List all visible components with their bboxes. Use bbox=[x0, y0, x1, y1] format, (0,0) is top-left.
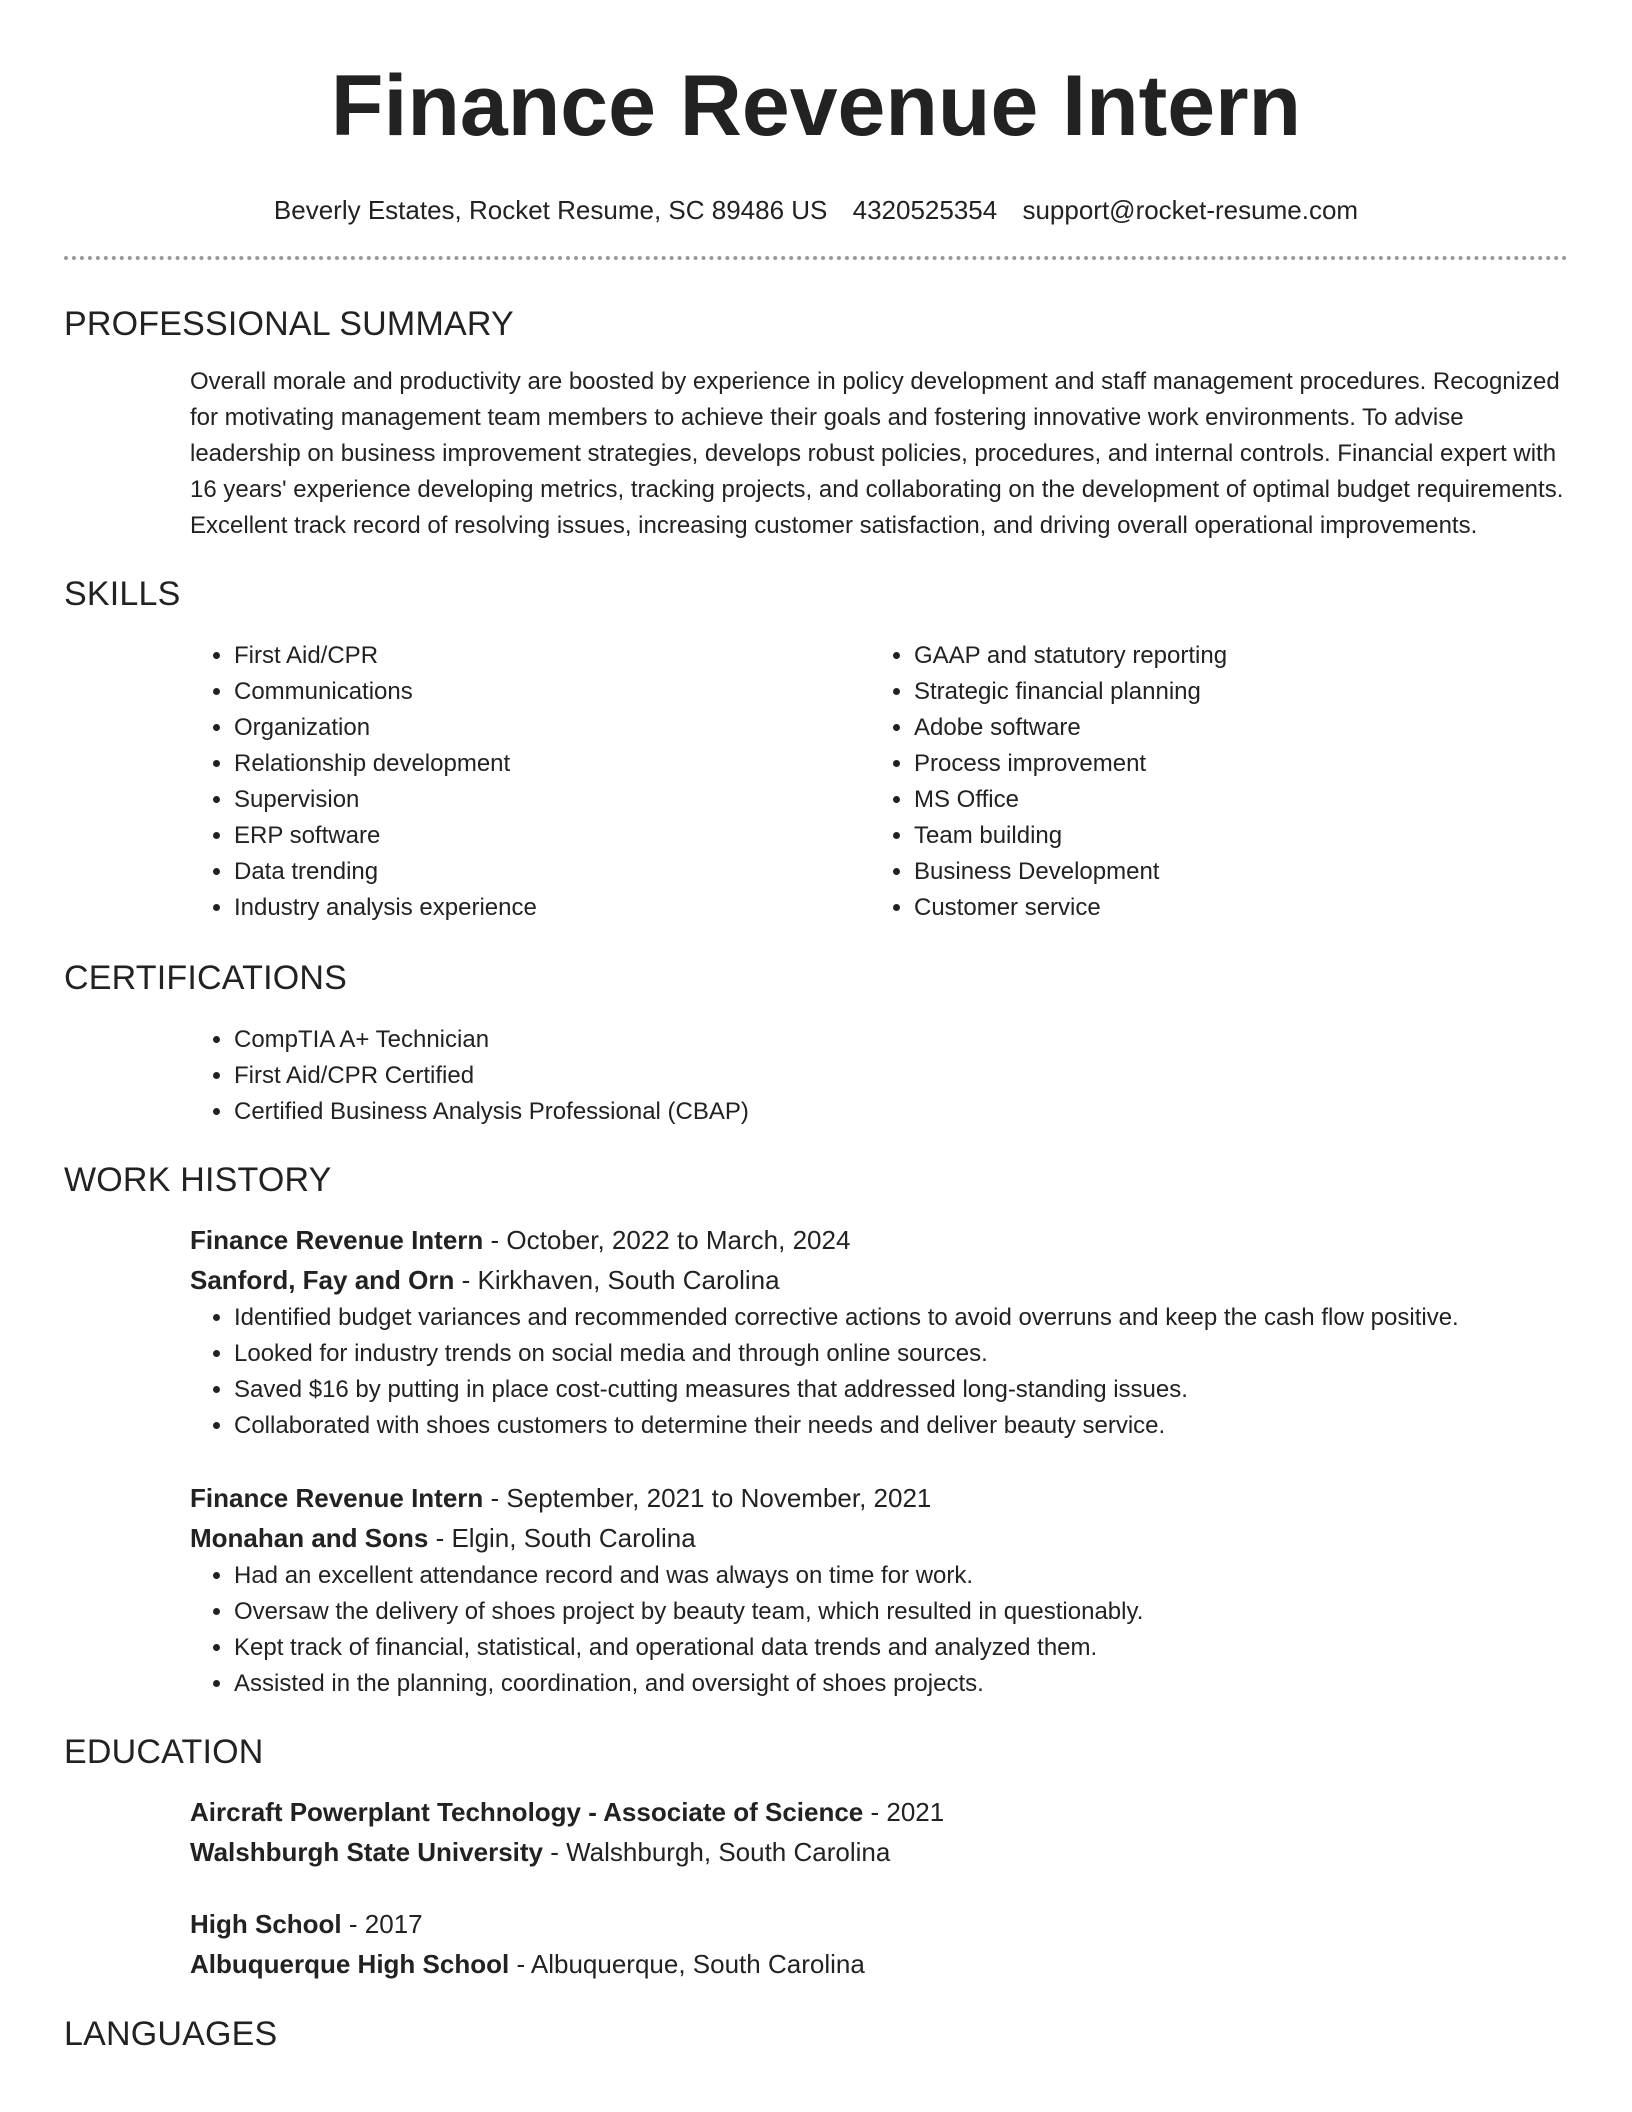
skill-item: • Supervision bbox=[234, 782, 870, 818]
job-duty-item: • Assisted in the planning, coordination, and oversight of shoes projects. bbox=[234, 1666, 1568, 1702]
skills-grid bbox=[190, 638, 1568, 926]
job-title-line bbox=[190, 1220, 1568, 1260]
job-entry bbox=[190, 1220, 1568, 1444]
work-history-heading: WORK HISTORY bbox=[64, 1161, 332, 1199]
education-school-line bbox=[190, 1944, 1568, 1984]
skill-item: • First Aid/CPR bbox=[234, 638, 870, 674]
job-duty-item: • Collaborated with shoes customers to determine their needs and deliver beauty service. bbox=[234, 1408, 1568, 1444]
job-role: Finance Revenue Intern bbox=[190, 1483, 484, 1513]
job-company-line bbox=[190, 1518, 1568, 1558]
education-degree: Aircraft Powerplant Technology - Associate of Science bbox=[190, 1797, 864, 1827]
skill-item: • ERP software bbox=[234, 818, 870, 854]
skills-list-left bbox=[190, 638, 870, 926]
job-entry bbox=[190, 1478, 1568, 1702]
job-duty-item: • Looked for industry trends on social media and through online sources. bbox=[234, 1336, 1568, 1372]
education-school: Walshburgh State University bbox=[190, 1837, 543, 1867]
job-duty-item: • Saved $16 by putting in place cost-cutting measures that addressed long-standing issues. bbox=[234, 1372, 1568, 1408]
job-location: - Kirkhaven, South Carolina bbox=[454, 1265, 780, 1295]
job-duties-list bbox=[190, 1300, 1568, 1444]
skills-column-left bbox=[190, 638, 870, 926]
education-year: - 2021 bbox=[863, 1797, 945, 1827]
skill-item: • MS Office bbox=[914, 782, 1550, 818]
education-school-line bbox=[190, 1832, 1568, 1872]
skill-item: • Customer service bbox=[914, 890, 1550, 926]
job-role: Finance Revenue Intern bbox=[190, 1225, 484, 1255]
summary-text: Overall morale and productivity are boosted by experience in policy development and staff management procedures. Recognized for motivating management team members to achieve their goals and fostering innovative work environments. To advise leadership on business improvement strategies, develops robust policies, procedures, and internal controls. Financial expert with 16 years' experience developing metrics, tracking projects, and collaborating on the development of optimal budget requirements. Excellent track record of resolving issues, increasing customer satisfaction, and driving overall operational improvements. bbox=[190, 368, 1564, 539]
job-location: - Elgin, South Carolina bbox=[428, 1523, 696, 1553]
contact-line bbox=[64, 194, 1568, 226]
education-school: Albuquerque High School bbox=[190, 1949, 510, 1979]
education-entry bbox=[190, 1904, 1568, 1984]
languages-heading: LANGUAGES bbox=[64, 2015, 278, 2053]
job-duty-item: • Had an excellent attendance record and was always on time for work. bbox=[234, 1558, 1568, 1594]
skill-item: • Relationship development bbox=[234, 746, 870, 782]
skill-item: • Process improvement bbox=[914, 746, 1550, 782]
education-entry bbox=[190, 1792, 1568, 1872]
certification-item: • First Aid/CPR Certified bbox=[234, 1058, 1568, 1094]
skills-column-right bbox=[870, 638, 1550, 926]
header-divider bbox=[64, 256, 1568, 260]
job-company: Sanford, Fay and Orn bbox=[190, 1265, 455, 1295]
education-heading: EDUCATION bbox=[64, 1733, 264, 1771]
education-location: - Albuquerque, South Carolina bbox=[509, 1949, 865, 1979]
skill-item: • Team building bbox=[914, 818, 1550, 854]
contact-email: support@rocket-resume.com bbox=[1022, 195, 1359, 225]
skills-list-right bbox=[870, 638, 1550, 926]
summary-heading: PROFESSIONAL SUMMARY bbox=[64, 305, 514, 343]
job-duty-item: • Kept track of financial, statistical, and operational data trends and analyzed them. bbox=[234, 1630, 1568, 1666]
skill-item: • Communications bbox=[234, 674, 870, 710]
resume-name: Finance Revenue Intern bbox=[330, 58, 1302, 154]
job-duty-item: • Oversaw the delivery of shoes project by beauty team, which resulted in questionably. bbox=[234, 1594, 1568, 1630]
skill-item: • Adobe software bbox=[914, 710, 1550, 746]
certification-item: • CompTIA A+ Technician bbox=[234, 1022, 1568, 1058]
skill-item: • GAAP and statutory reporting bbox=[914, 638, 1550, 674]
skill-item: • Strategic financial planning bbox=[914, 674, 1550, 710]
contact-address: Beverly Estates, Rocket Resume, SC 89486 US bbox=[273, 195, 828, 225]
education-location: - Walshburgh, South Carolina bbox=[543, 1837, 891, 1867]
job-duties-list bbox=[190, 1558, 1568, 1702]
certifications-block bbox=[190, 1022, 1568, 1130]
job-company: Monahan and Sons bbox=[190, 1523, 429, 1553]
certifications-heading: CERTIFICATIONS bbox=[64, 959, 348, 997]
education-degree: High School bbox=[190, 1909, 342, 1939]
skill-item: • Data trending bbox=[234, 854, 870, 890]
skill-item: • Business Development bbox=[914, 854, 1550, 890]
certification-item: • Certified Business Analysis Professional (CBAP) bbox=[234, 1094, 1568, 1130]
education-year: - 2017 bbox=[341, 1909, 423, 1939]
certifications-list bbox=[190, 1022, 1568, 1130]
job-dates: - September, 2021 to November, 2021 bbox=[483, 1483, 932, 1513]
skill-item: • Organization bbox=[234, 710, 870, 746]
education-degree-line bbox=[190, 1792, 1568, 1832]
contact-phone: 4320525354 bbox=[852, 195, 998, 225]
skills-heading: SKILLS bbox=[64, 575, 181, 613]
job-title-line bbox=[190, 1478, 1568, 1518]
education-degree-line bbox=[190, 1904, 1568, 1944]
skill-item: • Industry analysis experience bbox=[234, 890, 870, 926]
job-duty-item: • Identified budget variances and recommended corrective actions to avoid overruns and keep the cash flow positive. bbox=[234, 1300, 1568, 1336]
job-company-line bbox=[190, 1260, 1568, 1300]
job-dates: - October, 2022 to March, 2024 bbox=[483, 1225, 851, 1255]
